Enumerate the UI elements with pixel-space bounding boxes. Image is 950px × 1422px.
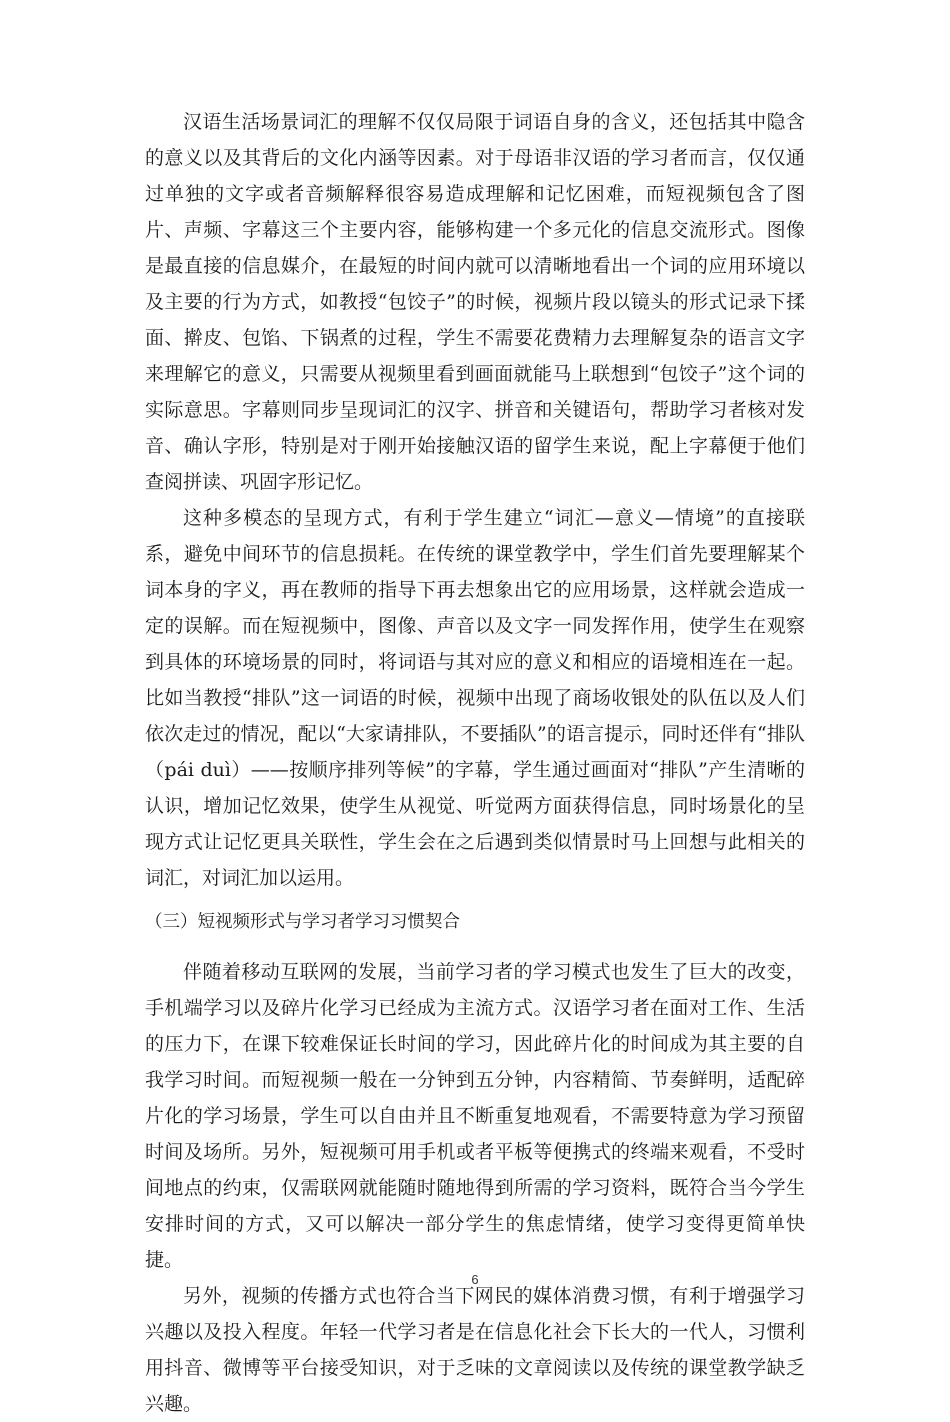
- document-page: [145, 104, 805, 1422]
- paragraph-2: 这种多模态的呈现方式，有利于学生建立“词汇—意义—情境”的直接联系，避免中间环节的信息损耗。在传统的课堂教学中，学生们首先要理解某个词本身的字义，再在教师的指导下再去想象出它的应用场景，这样就会造成一定的误解。而在短视频中，图像、声音以及文字一同发挥作用，使学生在观察到具体的环境场景的同时，将词语与其对应的意义和相应的语境相连在一起。比如当教授“排队”这一词语的时候，视频中出现了商场收银处的队伍以及人们依次走过的情况，配以“大家请排队，不要插队”的语言提示，同时还伴有“排队（pái duì）——按顺序排列等候”的字幕，学生通过画面对“排队”产生清晰的认识，增加记忆效果，使学生从视觉、听觉两方面获得信息，同时场景化的呈现方式让记忆更具关联性，学生会在之后遇到类似情景时马上回想与此相关的词汇，对词汇加以运用。: [145, 507, 805, 889]
- section-heading: （三）短视频形式与学习者学习习惯契合: [145, 912, 460, 932]
- page-number: 6: [471, 1272, 479, 1287]
- paragraph-3: 伴随着移动互联网的发展，当前学习者的学习模式也发生了巨大的改变，手机端学习以及碎片化学习已经成为主流方式。汉语学习者在面对工作、生活的压力下，在课下较难保证长时间的学习，因此碎片化的时间成为其主要的自我学习时间。而短视频一般在一分钟到五分钟，内容精简、节奏鲜明，适配碎片化的学习场景，学生可以自由并且不断重复地观看，不需要特意为学习预留时间及场所。另外，短视频可用手机或者平板等便携式的终端来观看，不受时间地点的约束，仅需联网就能随时随地得到所需的学习资料，既符合当今学生安排时间的方式，又可以解决一部分学生的焦虑情绪，使学习变得更简单快捷。: [145, 961, 805, 1271]
- paragraph-1: 汉语生活场景词汇的理解不仅仅局限于词语自身的含义，还包括其中隐含的意义以及其背后的文化内涵等因素。对于母语非汉语的学习者而言，仅仅通过单独的文字或者音频解释很容易造成理解和记忆困难，而短视频包含了图片、声频、字幕这三个主要内容，能够构建一个多元化的信息交流形式。图像是最直接的信息媒介，在最短的时间内就可以清晰地看出一个词的应用环境以及主要的行为方式，如教授“包饺子”的时候，视频片段以镜头的形式记录下揉面、擀皮、包馅、下锅煮的过程，学生不需要花费精力去理解复杂的语言文字来理解它的意义，只需要从视频里看到画面就能马上联想到“包饺子”这个词的实际意思。字幕则同步呈现词汇的汉字、拼音和关键语句，帮助学习者核对发音、确认字形，特别是对于刚开始接触汉语的留学生来说，配上字幕便于他们查阅拼读、巩固字形记忆。: [145, 111, 805, 493]
- paragraph-4: 另外，视频的传播方式也符合当下网民的媒体消费习惯，有利于增强学习兴趣以及投入程度。年轻一代学习者是在信息化社会下长大的一代人，习惯利用抖音、微博等平台接受知识，对于乏味的文章阅读以及传统的课堂教学缺乏兴趣。: [145, 1285, 805, 1415]
